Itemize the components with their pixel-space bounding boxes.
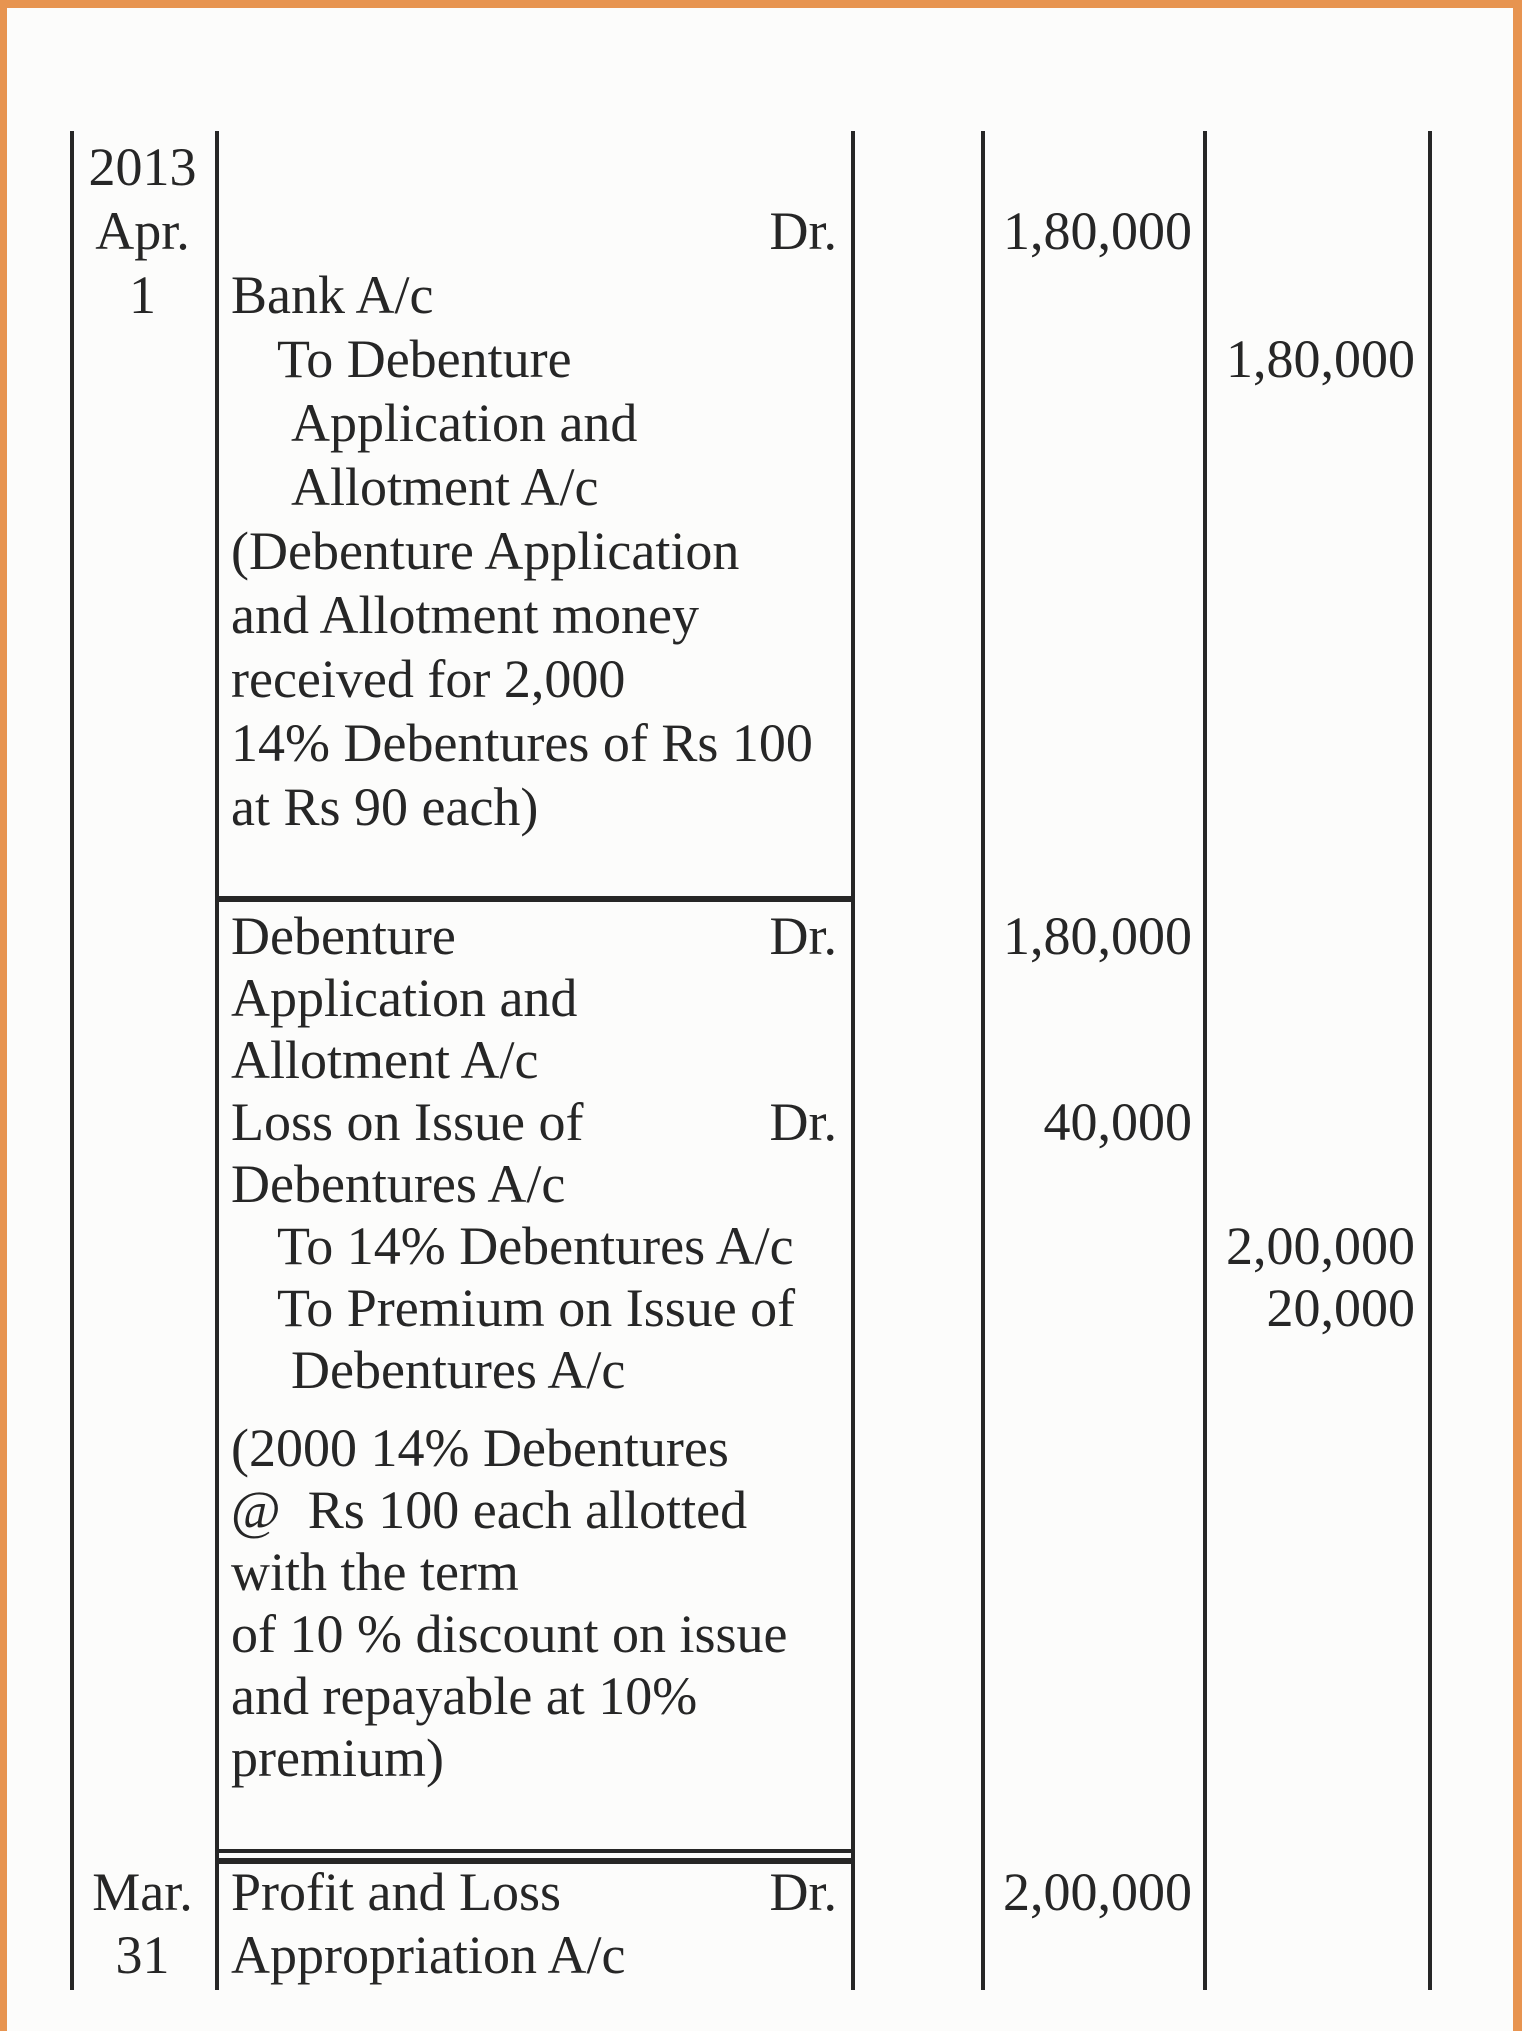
journal-row (0, 1603, 1522, 1665)
dr-label: Dr. (769, 201, 837, 261)
journal-row (0, 905, 1522, 967)
journal-row (0, 1479, 1522, 1541)
journal-row (0, 967, 1522, 1029)
particulars-text: To Premium on Issue of (277, 1278, 796, 1338)
journal-row (0, 647, 1522, 711)
journal-row (0, 1029, 1522, 1091)
dr-label: Dr. (769, 1862, 837, 1922)
particulars-text: Allotment A/c (291, 457, 599, 517)
journal-row (0, 519, 1522, 583)
particulars-text: (2000 14% Debentures (231, 1418, 729, 1478)
date-cell: Apr. (95, 201, 190, 261)
particulars-text: Application and (231, 968, 578, 1028)
credit-amount: 1,80,000 (1226, 329, 1415, 389)
journal-row (0, 775, 1522, 839)
journal-row (0, 327, 1522, 391)
particulars-text: Appropriation A/c (231, 1925, 626, 1985)
journal-row (0, 1339, 1522, 1401)
particulars-text: Application and (291, 393, 638, 453)
particulars-text: Debentures A/c (231, 1154, 566, 1214)
journal-row (0, 583, 1522, 647)
particulars-text: (Debenture Application (231, 521, 740, 581)
dr-label: Dr. (769, 1092, 837, 1152)
particulars-text: Profit and Loss (231, 1862, 561, 1922)
debit-amount: 1,80,000 (1003, 201, 1192, 261)
dr-label: Dr. (769, 906, 837, 966)
particulars-text: received for 2,000 (231, 649, 626, 709)
particulars-text: Bank A/c (231, 265, 434, 325)
date-cell: 2013 (88, 137, 197, 197)
particulars-text: Loss on Issue of (231, 1092, 584, 1152)
journal-row (0, 135, 1522, 199)
page-border-top (0, 0, 1522, 8)
debit-amount: 40,000 (1043, 1092, 1192, 1152)
particulars-text: To Debenture (277, 329, 572, 389)
credit-amount: 2,00,000 (1226, 1216, 1415, 1276)
date-cell: 31 (115, 1925, 170, 1985)
journal-row (0, 1153, 1522, 1215)
date-cell: 1 (129, 265, 156, 325)
particulars-text: Debentures A/c (291, 1340, 626, 1400)
particulars-text: To 14% Debentures A/c (277, 1216, 794, 1276)
journal-row (0, 1665, 1522, 1727)
journal-row (0, 1417, 1522, 1479)
particulars-text: at Rs 90 each) (231, 777, 539, 837)
debit-amount: 2,00,000 (1003, 1862, 1192, 1922)
journal-row (0, 1727, 1522, 1789)
page-border-left (0, 0, 7, 2031)
particulars-text: of 10 % discount on issue (231, 1604, 788, 1664)
journal-row (0, 711, 1522, 775)
journal-row (0, 1924, 1522, 1987)
journal-row (0, 199, 1522, 263)
particulars-text: 14% Debentures of Rs 100 (231, 713, 813, 773)
particulars-text: premium) (231, 1728, 444, 1788)
journal-row (0, 1541, 1522, 1603)
particulars-text: @ Rs 100 each allotted (231, 1480, 748, 1540)
particulars-text: and Allotment money (231, 585, 699, 645)
journal-row (0, 1277, 1522, 1339)
credit-amount: 20,000 (1266, 1278, 1415, 1338)
journal-row (0, 391, 1522, 455)
journal-row (0, 1091, 1522, 1153)
entry2-box-bottom-line (215, 1849, 855, 1853)
debit-amount: 1,80,000 (1003, 906, 1192, 966)
journal-row (0, 1861, 1522, 1924)
page-border-right (1513, 0, 1522, 2031)
particulars-text: Allotment A/c (231, 1030, 539, 1090)
journal-row (0, 455, 1522, 519)
journal-row (0, 1215, 1522, 1277)
particulars-text: Debenture (231, 906, 456, 966)
particulars-text: with the term (231, 1542, 519, 1602)
particulars-text: and repayable at 10% (231, 1666, 698, 1726)
journal-row (0, 263, 1522, 327)
entry1-entry2-separator-line (215, 896, 855, 902)
date-cell: Mar. (92, 1862, 193, 1922)
